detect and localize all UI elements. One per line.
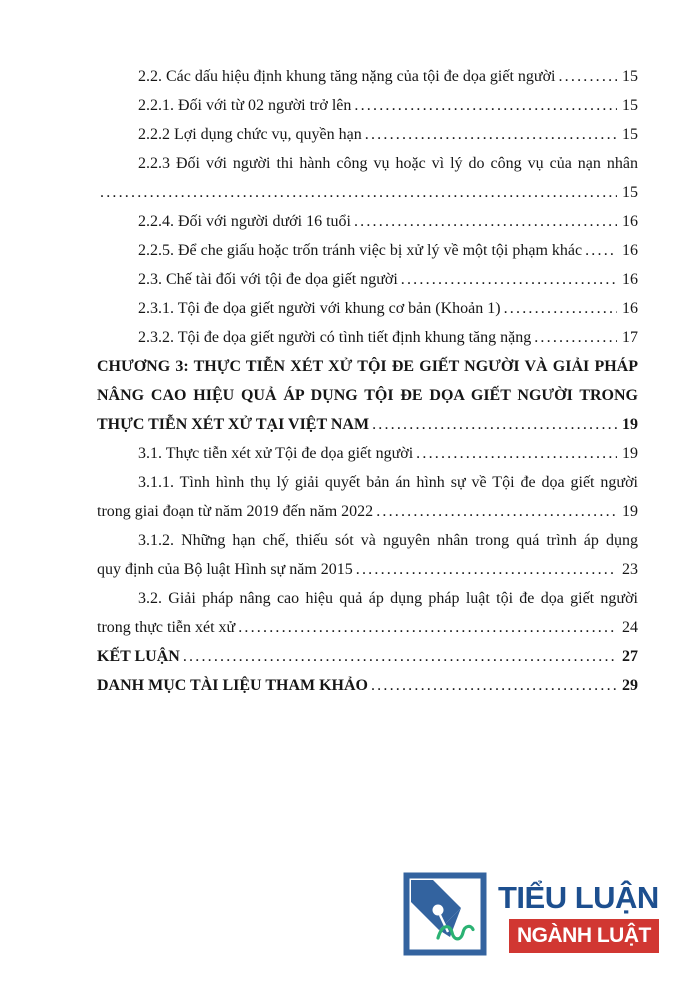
toc-entry-text: NÂNG CAO HIỆU QUẢ ÁP DỤNG TỘI ĐE DỌA GIẾT NGƯỜI TRONG: [97, 387, 638, 404]
toc-entry: [97, 671, 638, 700]
toc-page-number: 15: [622, 97, 638, 114]
toc-entry: [97, 642, 638, 671]
toc-entry-text: 2.2.2 Lợi dụng chức vụ, quyền hạn: [138, 126, 362, 143]
toc-entry-text: 3.1.1. Tình hình thụ lý giải quyết bản án hình sự về Tội đe dọa giết người: [138, 474, 638, 491]
toc-page-number: 29: [622, 677, 638, 694]
toc-entry-text: quy định của Bộ luật Hình sự năm 2015: [97, 561, 353, 578]
table-of-contents: [97, 62, 638, 700]
toc-entry: [97, 294, 638, 323]
toc-page-number: 15: [622, 126, 638, 143]
toc-entry: [97, 149, 638, 178]
toc-leader-dots: [365, 120, 617, 149]
toc-entry-text: 3.1.2. Những hạn chế, thiếu sót và nguyên nhân trong quá trình áp dụng: [138, 532, 638, 549]
toc-entry: [97, 497, 638, 526]
toc-entry: [97, 381, 638, 410]
toc-leader-dots: [558, 62, 617, 91]
toc-leader-dots: [100, 178, 617, 207]
logo-title: TIỂU LUẬN: [498, 880, 659, 915]
toc-entry: [97, 265, 638, 294]
toc-page-number: 16: [622, 271, 638, 288]
toc-leader-dots: [401, 265, 617, 294]
toc-entry: [97, 178, 638, 207]
toc-entry: [97, 62, 638, 91]
toc-entry: [97, 352, 638, 381]
logo-text-block: [498, 882, 659, 953]
toc-page-number: 19: [622, 503, 638, 520]
toc-leader-dots: [585, 236, 617, 265]
toc-page-number: 19: [622, 416, 638, 433]
toc-entry: [97, 613, 638, 642]
toc-entry-text: 2.3.2. Tội đe dọa giết người có tình tiết định khung tăng nặng: [138, 329, 532, 346]
toc-leader-dots: [372, 410, 617, 439]
toc-page-number: 15: [622, 184, 638, 201]
brand-logo: [403, 872, 659, 956]
toc-entry-text: 2.3. Chế tài đối với tội đe dọa giết người: [138, 271, 398, 288]
toc-entry-text: 2.2.4. Đối với người dưới 16 tuổi: [138, 213, 351, 230]
toc-entry: [97, 120, 638, 149]
toc-entry: [97, 323, 638, 352]
toc-entry-text: DANH MỤC TÀI LIỆU THAM KHẢO: [97, 677, 368, 694]
toc-leader-dots: [416, 439, 617, 468]
toc-entry-text: KẾT LUẬN: [97, 648, 180, 665]
toc-page-number: 27: [622, 648, 638, 665]
toc-leader-dots: [354, 91, 617, 120]
toc-entry: [97, 526, 638, 555]
toc-page-number: 24: [622, 619, 638, 636]
toc-entry: [97, 410, 638, 439]
toc-page-number: 16: [622, 213, 638, 230]
toc-entry-text: 2.2.3 Đối với người thi hành công vụ hoặc vì lý do công vụ của nạn nhân: [138, 155, 638, 172]
toc-leader-dots: [504, 294, 617, 323]
toc-leader-dots: [356, 555, 617, 584]
fountain-pen-icon: [403, 872, 487, 956]
toc-leader-dots: [376, 497, 617, 526]
toc-page-number: 16: [622, 242, 638, 259]
toc-leader-dots: [534, 323, 617, 352]
toc-entry: [97, 91, 638, 120]
toc-entry-text: 2.2.1. Đối với từ 02 người trở lên: [138, 97, 352, 114]
toc-page-number: 17: [622, 329, 638, 346]
toc-entry-text: 2.2. Các dấu hiệu định khung tăng nặng của tội đe dọa giết người: [138, 68, 556, 85]
toc-page-number: 15: [622, 68, 638, 85]
toc-entry-text: 3.2. Giải pháp nâng cao hiệu quả áp dụng pháp luật tội đe dọa giết người: [138, 590, 638, 607]
logo-subtitle-badge: NGÀNH LUẬT: [509, 919, 659, 953]
toc-entry: [97, 555, 638, 584]
toc-page-number: 19: [622, 445, 638, 462]
toc-leader-dots: [354, 207, 617, 236]
toc-entry-text: 2.2.5. Để che giấu hoặc trốn tránh việc bị xử lý về một tội phạm khác: [138, 242, 583, 259]
toc-leader-dots: [238, 613, 617, 642]
toc-leader-dots: [371, 671, 617, 700]
toc-entry: [97, 236, 638, 265]
toc-leader-dots: [183, 642, 617, 671]
toc-entry-text: CHƯƠNG 3: THỰC TIỄN XÉT XỬ TỘI ĐE GIẾT NGƯỜI VÀ GIẢI PHÁP: [97, 358, 638, 375]
toc-entry-text: 3.1. Thực tiễn xét xử Tội đe dọa giết người: [138, 445, 414, 462]
toc-entry: [97, 468, 638, 497]
toc-entry: [97, 207, 638, 236]
toc-page-number: 16: [622, 300, 638, 317]
toc-entry-text: THỰC TIỄN XÉT XỬ TẠI VIỆT NAM: [97, 416, 370, 433]
toc-entry: [97, 584, 638, 613]
toc-entry-text: 2.3.1. Tội đe dọa giết người với khung cơ bản (Khoản 1): [138, 300, 501, 317]
toc-entry: [97, 439, 638, 468]
toc-entry-text: trong giai đoạn từ năm 2019 đến năm 2022: [97, 503, 374, 520]
toc-page-number: 23: [622, 561, 638, 578]
toc-entry-text: trong thực tiễn xét xử: [97, 619, 236, 636]
